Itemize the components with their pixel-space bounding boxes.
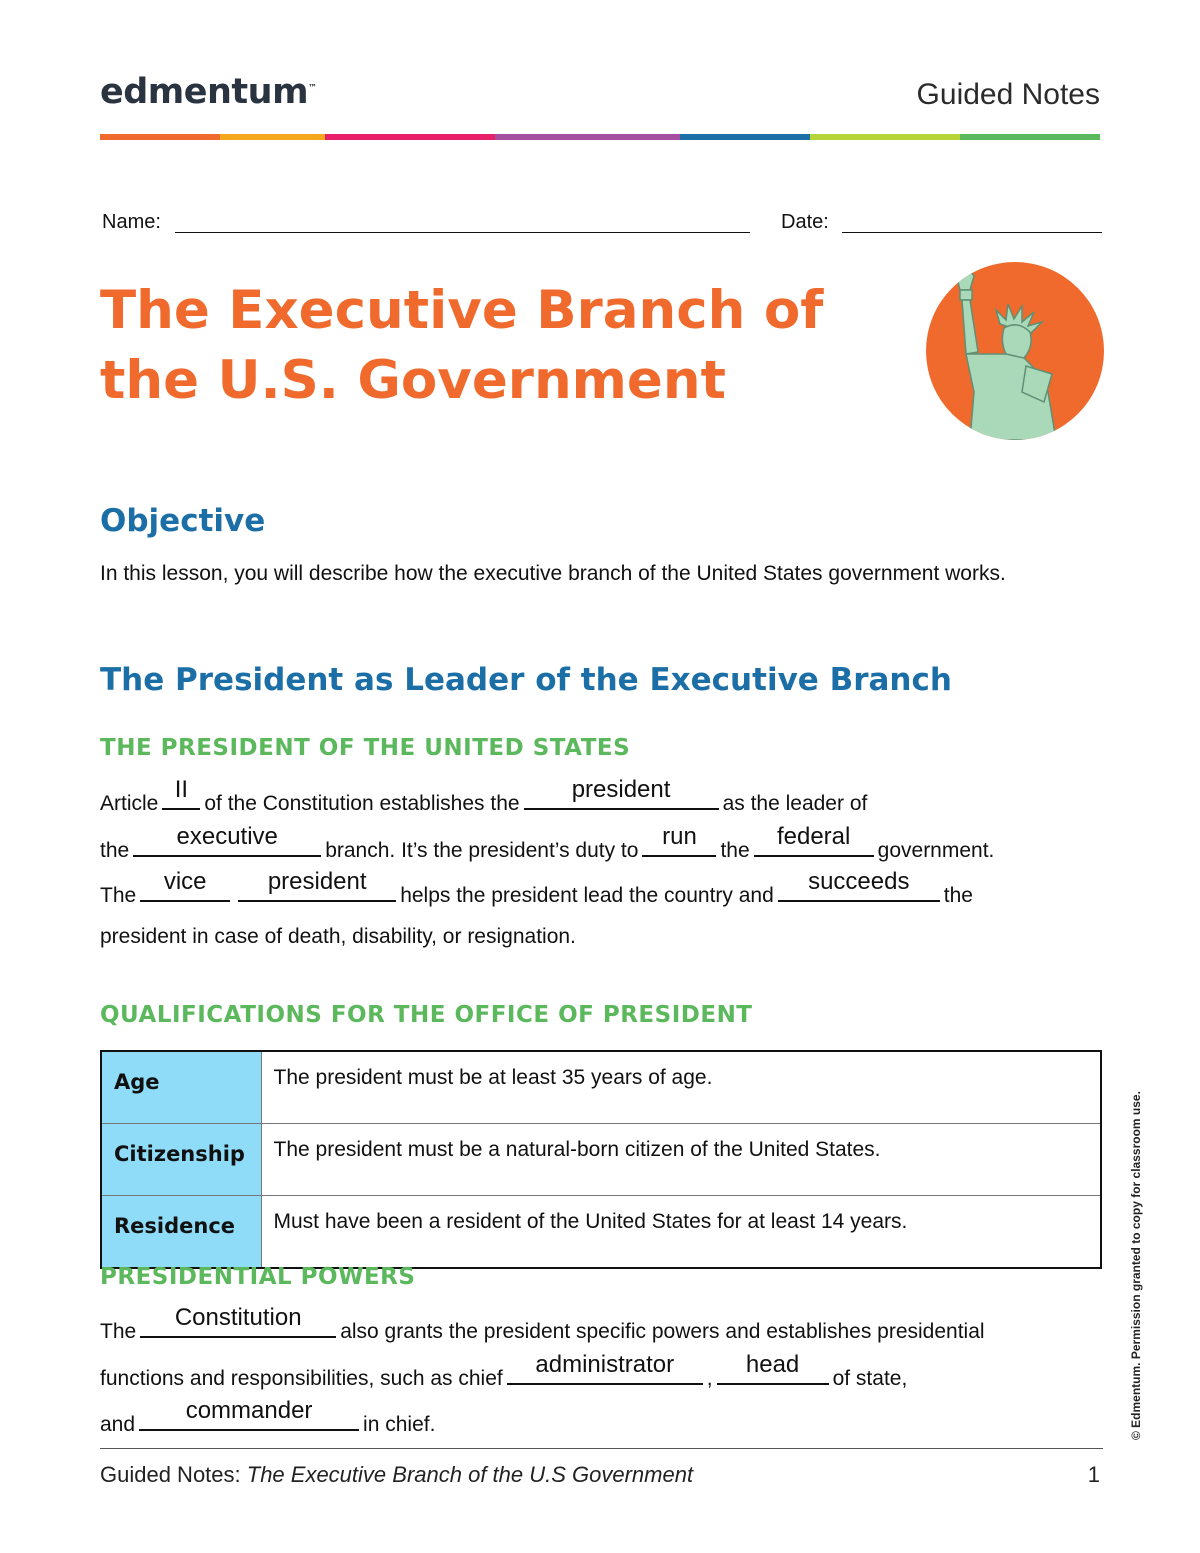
row-label-residence: Residence bbox=[101, 1196, 261, 1269]
blank-commander[interactable]: commander bbox=[139, 1407, 359, 1431]
row-label-age: Age bbox=[101, 1051, 261, 1124]
row-label-citizenship: Citizenship bbox=[101, 1124, 261, 1196]
guided-notes-label: Guided Notes bbox=[916, 78, 1100, 111]
footer-title: Guided Notes: The Executive Branch of the U.S Government bbox=[100, 1462, 694, 1487]
objective-heading: Objective bbox=[100, 503, 266, 539]
fill-line-2: the executive branch. It’s the president’s duty to run the federal government. bbox=[100, 823, 995, 862]
blank-vp-president[interactable]: president bbox=[238, 878, 396, 902]
page-title: The Executive Branch of the U.S. Government bbox=[100, 280, 824, 411]
row-value-residence: Must have been a resident of the United States for at least 14 years. bbox=[261, 1196, 1101, 1269]
name-field[interactable] bbox=[175, 232, 750, 233]
table-row bbox=[101, 1196, 1101, 1269]
footer-divider bbox=[100, 1448, 1103, 1449]
name-label: Name: bbox=[102, 211, 161, 233]
section-heading-president: The President as Leader of the Executive Branch bbox=[100, 662, 952, 698]
statue-of-liberty-icon bbox=[926, 262, 1104, 440]
table-row bbox=[101, 1051, 1101, 1124]
qualifications-table bbox=[100, 1050, 1102, 1269]
table-row bbox=[101, 1124, 1101, 1196]
blank-administrator[interactable]: administrator bbox=[507, 1361, 703, 1385]
subheading-qualifications: QUALIFICATIONS FOR THE OFFICE OF PRESIDENT bbox=[100, 1002, 753, 1028]
fill-line-3: The vice president helps the president lead the country and succeeds the bbox=[100, 868, 973, 907]
blank-executive[interactable]: executive bbox=[133, 833, 321, 857]
page-number: 1 bbox=[1087, 1462, 1100, 1487]
row-value-age: The president must be at least 35 years of age. bbox=[261, 1051, 1101, 1124]
copyright-side-note: © Edmentum. Permission granted to copy for classroom use. bbox=[1129, 1091, 1143, 1440]
fill-line-1: Article II of the Constitution establishes the president as the leader of bbox=[100, 776, 868, 815]
blank-article[interactable]: II bbox=[162, 786, 200, 810]
fill-line-4: president in case of death, disability, or resignation. bbox=[100, 925, 576, 948]
header-color-bar bbox=[100, 134, 1100, 140]
subheading-president-of-us: THE PRESIDENT OF THE UNITED STATES bbox=[100, 735, 631, 761]
blank-president[interactable]: president bbox=[524, 786, 719, 810]
edmentum-logo: edmentum™ bbox=[100, 72, 317, 112]
powers-line-1: The Constitution also grants the president specific powers and establishes presidential bbox=[100, 1304, 985, 1343]
blank-vice[interactable]: vice bbox=[140, 878, 230, 902]
blank-succeeds[interactable]: succeeds bbox=[778, 878, 940, 902]
powers-line-2: functions and responsibilities, such as chief administrator , head of state, bbox=[100, 1351, 908, 1390]
date-field[interactable] bbox=[842, 232, 1102, 233]
powers-line-3: and commander in chief. bbox=[100, 1397, 436, 1436]
blank-federal[interactable]: federal bbox=[754, 833, 874, 857]
date-label: Date: bbox=[781, 211, 829, 233]
blank-head[interactable]: head bbox=[717, 1361, 829, 1385]
objective-text: In this lesson, you will describe how the executive branch of the United States government works. bbox=[100, 562, 1006, 585]
subheading-presidential-powers: PRESIDENTIAL POWERS bbox=[100, 1264, 416, 1290]
row-value-citizenship: The president must be a natural-born citizen of the United States. bbox=[261, 1124, 1101, 1196]
blank-constitution[interactable]: Constitution bbox=[140, 1314, 336, 1338]
blank-run[interactable]: run bbox=[642, 833, 716, 857]
